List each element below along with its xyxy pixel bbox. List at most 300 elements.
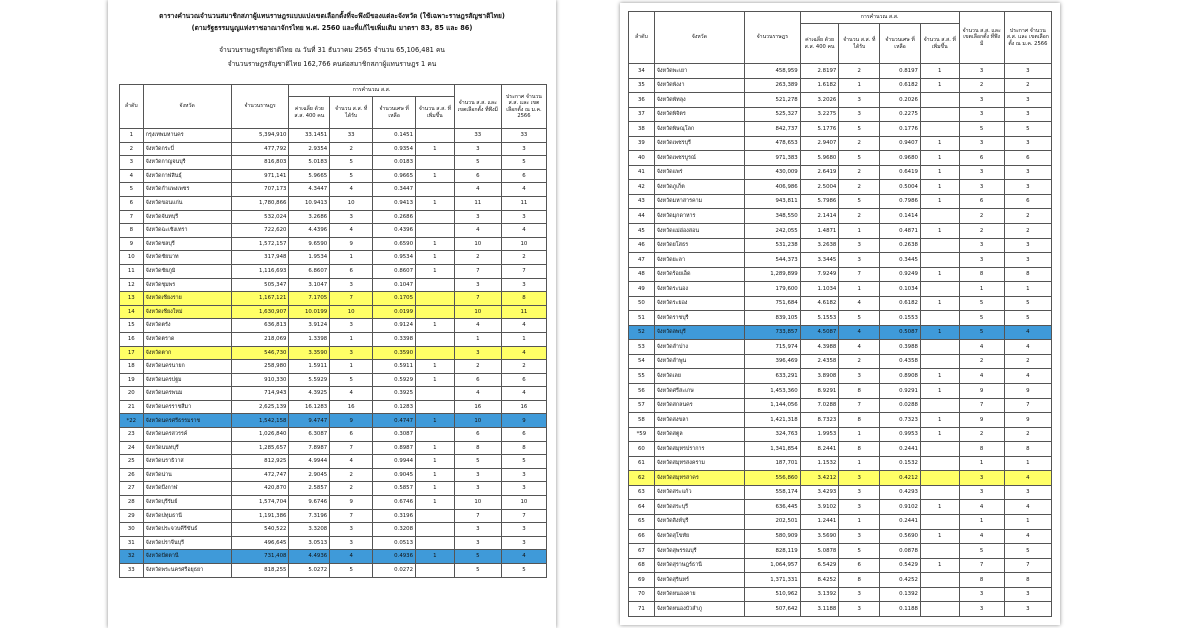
cell-province: จังหวัดมุกดาหาร (654, 209, 744, 224)
cell-province: จังหวัดชุมพร (143, 278, 231, 292)
cell-districts: 7 (959, 558, 1004, 573)
cell-districts: 8 (959, 442, 1004, 457)
cell-added (920, 573, 959, 588)
cell-average: 9.4747 (289, 414, 330, 428)
cell-average: 5.9665 (289, 169, 330, 183)
table-row (629, 209, 1052, 224)
cell-remainder: 0.1451 (373, 129, 416, 143)
cell-no: 56 (629, 384, 655, 399)
cell-province: จังหวัดปัตตานี (143, 550, 231, 564)
cell-districts: 10 (454, 414, 501, 428)
cell-remainder: 0.5087 (880, 325, 921, 340)
cell-population: 458,959 (744, 64, 800, 79)
cell-seats: 2 (839, 209, 880, 224)
cell-added: 1 (920, 136, 959, 151)
cell-added (920, 514, 959, 529)
table-row (120, 441, 547, 455)
cell-announced: 8 (1004, 573, 1051, 588)
cell-no: 38 (629, 122, 655, 137)
cell-remainder: 0.1705 (373, 292, 416, 306)
table-row (629, 471, 1052, 486)
cell-province: จังหวัดพังงา (654, 78, 744, 93)
cell-average: 2.5857 (289, 482, 330, 496)
cell-added (416, 292, 455, 306)
cell-average: 3.1188 (800, 602, 839, 617)
cell-added: 1 (416, 264, 455, 278)
cell-remainder: 0.3925 (373, 387, 416, 401)
table-row (120, 142, 547, 156)
cell-seats: 2 (330, 142, 373, 156)
col-header-districts: จำนวน ส.ส. และ เขตเลือกตั้ง ที่พึงมี (959, 12, 1004, 64)
col-header-province: จังหวัด (143, 85, 231, 129)
table-row (120, 564, 547, 578)
table-row (629, 311, 1052, 326)
cell-districts: 3 (959, 165, 1004, 180)
cell-average: 6.5429 (800, 558, 839, 573)
cell-no: 13 (120, 292, 144, 306)
cell-average: 8.9291 (800, 384, 839, 399)
cell-seats: 2 (330, 482, 373, 496)
cell-added (416, 129, 455, 143)
cell-announced: 5 (1004, 544, 1051, 559)
col-header-population: จำนวนราษฎร (744, 12, 800, 64)
cell-remainder: 0.1553 (880, 311, 921, 326)
cell-average: 1.3398 (289, 332, 330, 346)
cell-announced: 5 (501, 564, 546, 578)
table-row (120, 550, 547, 564)
cell-remainder: 0.1047 (373, 278, 416, 292)
cell-districts: 1 (959, 282, 1004, 297)
cell-remainder: 0.0878 (880, 544, 921, 559)
cell-no: 14 (120, 305, 144, 319)
cell-announced: 5 (501, 455, 546, 469)
cell-seats: 4 (330, 455, 373, 469)
cell-province: จังหวัดนราธิวาส (143, 455, 231, 469)
population-line: จำนวนราษฎรสัญชาติไทย ณ วันที่ 31 ธันวาคม 2565 จำนวน 65,106,481 คน (219, 46, 445, 54)
cell-remainder: 0.2638 (880, 238, 921, 253)
cell-no: 26 (120, 468, 144, 482)
cell-districts: 3 (959, 64, 1004, 79)
cell-districts: 5 (454, 156, 501, 170)
cell-announced: 2 (1004, 224, 1051, 239)
cell-remainder: 0.3445 (880, 253, 921, 268)
cell-added: 1 (416, 468, 455, 482)
cell-announced: 3 (501, 278, 546, 292)
cell-announced: 3 (1004, 485, 1051, 500)
cell-population: 818,255 (231, 564, 289, 578)
cell-districts: 4 (454, 387, 501, 401)
cell-no: 54 (629, 354, 655, 369)
cell-province: จังหวัดหนองคาย (654, 587, 744, 602)
cell-districts: 4 (959, 529, 1004, 544)
cell-seats: 2 (839, 354, 880, 369)
cell-average: 3.2638 (800, 238, 839, 253)
cell-added: 1 (920, 413, 959, 428)
cell-districts: 8 (959, 267, 1004, 282)
table-row (629, 529, 1052, 544)
cell-average: 7.9249 (800, 267, 839, 282)
cell-no: 47 (629, 253, 655, 268)
seat-allocation-table (628, 11, 1052, 617)
cell-districts: 1 (454, 332, 501, 346)
cell-remainder: 0.6182 (880, 296, 921, 311)
cell-added: 1 (416, 196, 455, 210)
cell-added (920, 311, 959, 326)
cell-districts: 3 (959, 107, 1004, 122)
table-row (629, 558, 1052, 573)
col-header-no: ลำดับ (629, 12, 655, 64)
cell-seats: 3 (839, 602, 880, 617)
cell-remainder: 0.9953 (880, 427, 921, 442)
cell-population: 1,289,899 (744, 267, 800, 282)
cell-population: 1,026,840 (231, 428, 289, 442)
cell-announced: 1 (1004, 514, 1051, 529)
cell-province: จังหวัดกาฬสินธุ์ (143, 169, 231, 183)
cell-average: 3.4293 (800, 485, 839, 500)
cell-no: 32 (120, 550, 144, 564)
cell-districts: 4 (959, 369, 1004, 384)
cell-seats: 6 (330, 428, 373, 442)
cell-population: 263,389 (744, 78, 800, 93)
cell-average: 2.6419 (800, 165, 839, 180)
cell-average: 1.4871 (800, 224, 839, 239)
cell-added (416, 305, 455, 319)
cell-seats: 3 (839, 529, 880, 544)
ratio-line: จำนวนราษฎรสัญชาติไทย 162,766 คนต่อสมาชิกสภาผู้แทนราษฎร 1 คน (227, 60, 437, 68)
cell-added: 1 (920, 427, 959, 442)
cell-remainder: 0.5429 (880, 558, 921, 573)
cell-remainder: 0.0183 (373, 156, 416, 170)
cell-no: 19 (120, 373, 144, 387)
cell-average: 3.8908 (800, 369, 839, 384)
cell-seats: 4 (839, 296, 880, 311)
document-subtitle: (ตามรัฐธรรมนูญแห่งราชอาณาจักรไทย พ.ศ. 2560 และที่แก้ไขเพิ่มเติม มาตรา 83, 85 และ 86) (191, 24, 473, 32)
cell-average: 3.0513 (289, 536, 330, 550)
cell-population: 324,763 (744, 427, 800, 442)
cell-province: จังหวัดนครปฐม (143, 373, 231, 387)
cell-announced: 2 (1004, 354, 1051, 369)
cell-districts: 2 (959, 427, 1004, 442)
cell-population: 839,105 (744, 311, 800, 326)
cell-districts: 3 (454, 468, 501, 482)
cell-added: 1 (920, 500, 959, 515)
cell-average: 1.6182 (800, 78, 839, 93)
cell-no: 60 (629, 442, 655, 457)
table-row (120, 224, 547, 238)
cell-added (920, 544, 959, 559)
col-header-added: จำนวน ส.ส. ที่เพิ่มขึ้น (416, 97, 455, 129)
cell-districts: 8 (959, 573, 1004, 588)
cell-average: 4.3988 (800, 340, 839, 355)
table-row (120, 183, 547, 197)
cell-added: 1 (920, 267, 959, 282)
cell-added (416, 564, 455, 578)
cell-announced: 3 (501, 468, 546, 482)
cell-remainder: 0.1414 (880, 209, 921, 224)
cell-population: 633,291 (744, 369, 800, 384)
cell-average: 1.2441 (800, 514, 839, 529)
cell-average: 33.1451 (289, 129, 330, 143)
cell-districts: 3 (959, 180, 1004, 195)
cell-province: จังหวัดกระบี่ (143, 142, 231, 156)
table-body (120, 129, 547, 578)
col-header-calc-group: การคำนวณ ส.ส. (289, 85, 454, 97)
cell-no: *22 (120, 414, 144, 428)
cell-announced: 4 (501, 550, 546, 564)
table-row (120, 536, 547, 550)
cell-districts: 5 (959, 296, 1004, 311)
cell-province: จังหวัดยะลา (654, 253, 744, 268)
cell-remainder: 0.9407 (880, 136, 921, 151)
table-row (120, 251, 547, 265)
cell-remainder: 0.9944 (373, 455, 416, 469)
cell-announced: 10 (501, 496, 546, 510)
table-row (120, 414, 547, 428)
table-row (120, 346, 547, 360)
cell-districts: 3 (454, 278, 501, 292)
cell-remainder: 0.4212 (880, 471, 921, 486)
cell-announced: 1 (501, 332, 546, 346)
cell-no: 55 (629, 369, 655, 384)
cell-seats: 2 (839, 136, 880, 151)
cell-remainder: 0.3590 (373, 346, 416, 360)
cell-districts: 1 (959, 456, 1004, 471)
cell-population: 1,630,907 (231, 305, 289, 319)
table-row (629, 427, 1052, 442)
cell-announced: 4 (1004, 325, 1051, 340)
table-row (629, 282, 1052, 297)
cell-no: 11 (120, 264, 144, 278)
cell-announced: 3 (1004, 253, 1051, 268)
cell-announced: 3 (1004, 93, 1051, 108)
cell-seats: 8 (839, 413, 880, 428)
cell-announced: 4 (1004, 500, 1051, 515)
cell-no: 58 (629, 413, 655, 428)
cell-average: 3.3208 (289, 523, 330, 537)
cell-districts: 3 (959, 471, 1004, 486)
cell-seats: 5 (839, 194, 880, 209)
cell-districts: 6 (454, 428, 501, 442)
cell-remainder: 0.5690 (880, 529, 921, 544)
cell-average: 3.3590 (289, 346, 330, 360)
cell-average: 5.0183 (289, 156, 330, 170)
cell-average: 1.5911 (289, 360, 330, 374)
cell-average: 7.0288 (800, 398, 839, 413)
cell-seats: 5 (839, 544, 880, 559)
cell-announced: 4 (1004, 471, 1051, 486)
cell-no: 44 (629, 209, 655, 224)
cell-no: 7 (120, 210, 144, 224)
cell-no: 1 (120, 129, 144, 143)
cell-added (920, 471, 959, 486)
table-row (120, 332, 547, 346)
cell-remainder: 0.9291 (880, 384, 921, 399)
cell-no: 65 (629, 514, 655, 529)
cell-no: 17 (120, 346, 144, 360)
cell-seats: 4 (839, 340, 880, 355)
cell-announced: 1 (1004, 456, 1051, 471)
cell-added (920, 238, 959, 253)
cell-added (920, 93, 959, 108)
cell-average: 5.0272 (289, 564, 330, 578)
table-row (120, 305, 547, 319)
cell-province: จังหวัดนครสวรรค์ (143, 428, 231, 442)
cell-no: 68 (629, 558, 655, 573)
cell-seats: 1 (839, 456, 880, 471)
cell-population: 842,737 (744, 122, 800, 137)
cell-districts: 16 (454, 400, 501, 414)
table-row (120, 509, 547, 523)
cell-no: 16 (120, 332, 144, 346)
table-row (629, 413, 1052, 428)
cell-province: จังหวัดจันทบุรี (143, 210, 231, 224)
cell-districts: 11 (454, 196, 501, 210)
cell-remainder: 0.9124 (373, 319, 416, 333)
cell-remainder: 0.8908 (880, 369, 921, 384)
cell-no: 35 (629, 78, 655, 93)
cell-province: จังหวัดชัยภูมิ (143, 264, 231, 278)
cell-average: 3.9124 (289, 319, 330, 333)
cell-announced: 3 (501, 482, 546, 496)
cell-added: 1 (920, 296, 959, 311)
cell-seats: 5 (839, 311, 880, 326)
cell-added (920, 282, 959, 297)
cell-seats: 3 (330, 319, 373, 333)
cell-districts: 3 (959, 93, 1004, 108)
cell-added: 1 (920, 325, 959, 340)
table-body (629, 64, 1052, 617)
table-row (120, 455, 547, 469)
cell-population: 396,469 (744, 354, 800, 369)
cell-population: 544,373 (744, 253, 800, 268)
cell-announced: 7 (1004, 398, 1051, 413)
table-row (629, 238, 1052, 253)
cell-added (920, 340, 959, 355)
cell-province: จังหวัดพิจิตร (654, 107, 744, 122)
cell-remainder: 0.8987 (373, 441, 416, 455)
cell-population: 910,330 (231, 373, 289, 387)
cell-remainder: 0.1532 (880, 456, 921, 471)
cell-population: 496,645 (231, 536, 289, 550)
cell-province: จังหวัดนครราชสีมา (143, 400, 231, 414)
cell-announced: 11 (501, 305, 546, 319)
cell-districts: 2 (959, 224, 1004, 239)
cell-added (920, 587, 959, 602)
cell-province: จังหวัดสมุทรสาคร (654, 471, 744, 486)
cell-districts: 2 (454, 360, 501, 374)
cell-added: 1 (416, 482, 455, 496)
cell-announced: 8 (1004, 442, 1051, 457)
cell-added (920, 398, 959, 413)
cell-population: 348,550 (744, 209, 800, 224)
cell-average: 4.4936 (289, 550, 330, 564)
cell-seats: 1 (330, 332, 373, 346)
cell-added (416, 400, 455, 414)
cell-no: 57 (629, 398, 655, 413)
cell-added: 1 (920, 384, 959, 399)
cell-no: 34 (629, 64, 655, 79)
cell-announced: 4 (501, 319, 546, 333)
cell-average: 4.5087 (800, 325, 839, 340)
cell-population: 202,501 (744, 514, 800, 529)
cell-announced: 6 (501, 169, 546, 183)
cell-no: 20 (120, 387, 144, 401)
table-row (629, 485, 1052, 500)
cell-added: 1 (920, 194, 959, 209)
cell-no: 25 (120, 455, 144, 469)
cell-no: 33 (120, 564, 144, 578)
table-row (629, 78, 1052, 93)
cell-no: 9 (120, 237, 144, 251)
cell-remainder: 0.4396 (373, 224, 416, 238)
cell-average: 7.1705 (289, 292, 330, 306)
cell-average: 1.1034 (800, 282, 839, 297)
cell-remainder: 0.2026 (880, 93, 921, 108)
cell-no: 31 (120, 536, 144, 550)
cell-districts: 3 (454, 142, 501, 156)
cell-average: 3.4212 (800, 471, 839, 486)
cell-announced: 5 (1004, 122, 1051, 137)
cell-remainder: 0.1188 (880, 602, 921, 617)
cell-announced: 4 (1004, 529, 1051, 544)
table-row (120, 360, 547, 374)
cell-province: จังหวัดชลบุรี (143, 237, 231, 251)
cell-average: 10.9413 (289, 196, 330, 210)
cell-average: 4.4396 (289, 224, 330, 238)
cell-population: 1,285,657 (231, 441, 289, 455)
cell-remainder: 0.9354 (373, 142, 416, 156)
cell-added (920, 122, 959, 137)
cell-seats: 2 (839, 64, 880, 79)
cell-added (920, 602, 959, 617)
cell-population: 531,238 (744, 238, 800, 253)
cell-announced: 33 (501, 129, 546, 143)
cell-remainder: 0.9413 (373, 196, 416, 210)
cell-districts: 5 (454, 564, 501, 578)
cell-announced: 10 (501, 237, 546, 251)
cell-province: จังหวัดเพชรบูรณ์ (654, 151, 744, 166)
cell-average: 5.1776 (800, 122, 839, 137)
table-row (629, 107, 1052, 122)
col-header-districts: จำนวน ส.ส. และ เขตเลือกตั้ง ที่พึงมี (454, 85, 501, 129)
document-page-left (108, 0, 556, 628)
cell-announced: 3 (1004, 602, 1051, 617)
table-row (120, 210, 547, 224)
cell-added (416, 536, 455, 550)
cell-average: 3.5690 (800, 529, 839, 544)
cell-no: 18 (120, 360, 144, 374)
cell-no: 61 (629, 456, 655, 471)
cell-population: 532,024 (231, 210, 289, 224)
cell-population: 816,803 (231, 156, 289, 170)
cell-districts: 4 (959, 340, 1004, 355)
cell-districts: 10 (454, 237, 501, 251)
cell-average: 2.1414 (800, 209, 839, 224)
cell-province: จังหวัดยโสธร (654, 238, 744, 253)
cell-announced: 3 (501, 523, 546, 537)
cell-average: 9.6746 (289, 496, 330, 510)
table-row (629, 340, 1052, 355)
cell-population: 714,943 (231, 387, 289, 401)
cell-remainder: 0.4871 (880, 224, 921, 239)
cell-no: 63 (629, 485, 655, 500)
cell-province: จังหวัดสงขลา (654, 413, 744, 428)
cell-population: 1,574,704 (231, 496, 289, 510)
cell-population: 546,730 (231, 346, 289, 360)
cell-districts: 3 (454, 346, 501, 360)
cell-population: 731,408 (231, 550, 289, 564)
cell-average: 4.3925 (289, 387, 330, 401)
